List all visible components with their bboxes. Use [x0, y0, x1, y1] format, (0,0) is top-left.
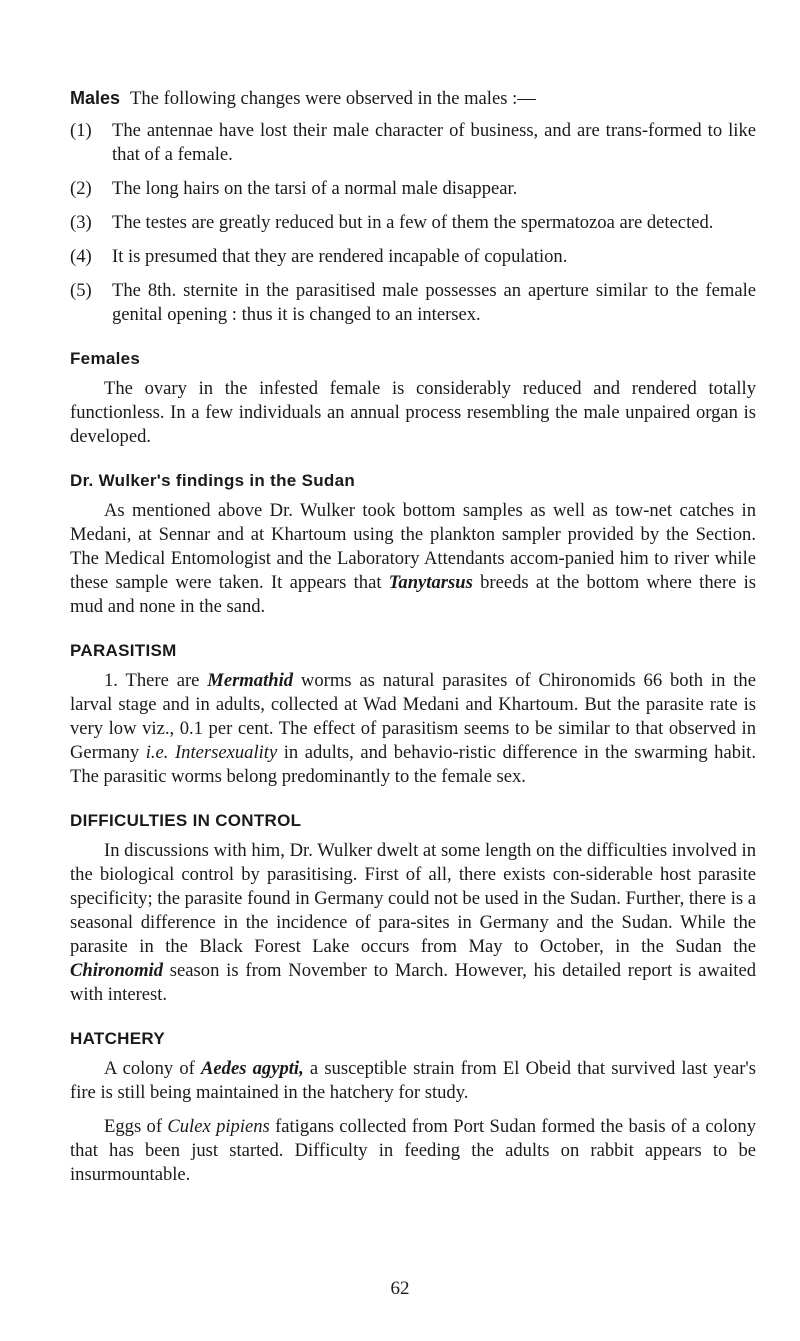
hatchery-p1-text-a: A colony of	[104, 1058, 201, 1079]
list-item	[70, 119, 756, 167]
list-item	[70, 211, 756, 235]
walker-text-b: breeds at the bottom where there is mud and none in the sand.	[70, 572, 756, 617]
control-heading: DIFFICULTIES IN CONTROL	[70, 811, 302, 830]
list-item-number: (5)	[70, 280, 92, 301]
list-item	[70, 177, 756, 201]
hatchery-paragraph-1	[70, 1057, 756, 1105]
males-intro-text: The following changes were observed in the males :—	[130, 88, 536, 109]
list-item	[70, 279, 756, 327]
hatchery-p1-text-b: a susceptible strain from El Obeid that survived last year's fire is still being maintained in the hatchery for study.	[70, 1058, 756, 1103]
hatchery-p2-text-a: Eggs of	[104, 1116, 168, 1137]
parasitism-ie: i.e.	[145, 742, 169, 763]
hatchery-heading: HATCHERY	[70, 1029, 165, 1048]
walker-heading: Dr. Wulker's findings in the Sudan	[70, 471, 356, 490]
parasitism-text-c: in adults, and behavio-ristic difference in the swarming habit. The parasitic worms belong predominantly to the female sex.	[70, 742, 756, 787]
males-intro	[70, 86, 756, 111]
list-item-text: It is presumed that they are rendered incapable of copulation.	[112, 246, 568, 267]
hatchery-aedes: Aedes agypti,	[201, 1058, 304, 1079]
list-item-text: The long hairs on the tarsi of a normal male disappear.	[112, 178, 518, 199]
page-number: 62	[390, 1278, 410, 1299]
list-item-number: (2)	[70, 178, 92, 199]
parasitism-heading: PARASITISM	[70, 641, 177, 660]
control-paragraph	[70, 839, 756, 1007]
list-item-text: The antennae have lost their male character of business, and are trans-formed to like that of a female.	[112, 120, 756, 165]
list-item-text: The 8th. sternite in the parasitised male possesses an aperture similar to the female genital opening : thus it is changed to an intersex.	[112, 280, 756, 325]
hatchery-paragraph-2	[70, 1115, 756, 1187]
list-item-number: (3)	[70, 212, 92, 233]
females-paragraph: The ovary in the infested female is considerably reduced and rendered totally functionless. In a few individuals an annual process resembling the male unpaired organ is developed.	[70, 378, 756, 447]
parasitism-text-b: worms as natural parasites of Chironomids 66 both in the larval stage and in adults, collected at Wad Medani and Khartoum. But the parasite rate is very low viz., 0.1 per cent. The effect of parasitism seems to be similar to that observed in Germany	[70, 670, 756, 763]
walker-text-a: As mentioned above Dr. Wulker took bottom samples as well as tow-net catches in Medani, at Sennar and at Khartoum using the plankton sampler provided by the Section. The Medical Entomologist and the Laboratory Attendants accom-panied him to river while these sample were taken. It appears that	[70, 500, 756, 593]
hatchery-p2-text-b: fatigans collected from Port Sudan formed the basis of a colony that has been just started. Difficulty in feeding the adults on rabbit appears to be insurmountable.	[70, 1116, 756, 1185]
males-heading: Males	[70, 88, 121, 108]
males-changes-list	[70, 119, 756, 327]
walker-species: Tanytarsus	[388, 572, 473, 593]
parasitism-paragraph	[70, 669, 756, 789]
list-item-text: The testes are greatly reduced but in a few of them the spermatozoa are detected.	[112, 212, 714, 233]
parasitism-worm-name: Mermathid	[207, 670, 294, 691]
list-item-number: (4)	[70, 246, 92, 267]
hatchery-culex: Culex pipiens	[167, 1116, 270, 1137]
list-item-number: (1)	[70, 120, 92, 141]
walker-paragraph	[70, 499, 756, 619]
parasitism-intersexuality: Intersexuality	[174, 742, 278, 763]
control-chironomid: Chironomid	[70, 960, 164, 981]
females-heading: Females	[70, 349, 141, 368]
control-text-b: season is from November to March. However, his detailed report is awaited with interest.	[70, 960, 756, 1005]
list-item	[70, 245, 756, 269]
control-text-a: In discussions with him, Dr. Wulker dwelt at some length on the difficulties involved in the biological control by parasitising. First of all, there exists con-siderable host parasite specificity; the parasite found in Germany could not be used in the Sudan. Further, there is a seasonal difference in the incidence of para-sites in Germany and the Sudan. While the parasite in the Black Forest Lake occurs from May to October, in the Sudan the	[70, 840, 757, 957]
parasitism-text-a: 1. There are	[104, 670, 208, 691]
